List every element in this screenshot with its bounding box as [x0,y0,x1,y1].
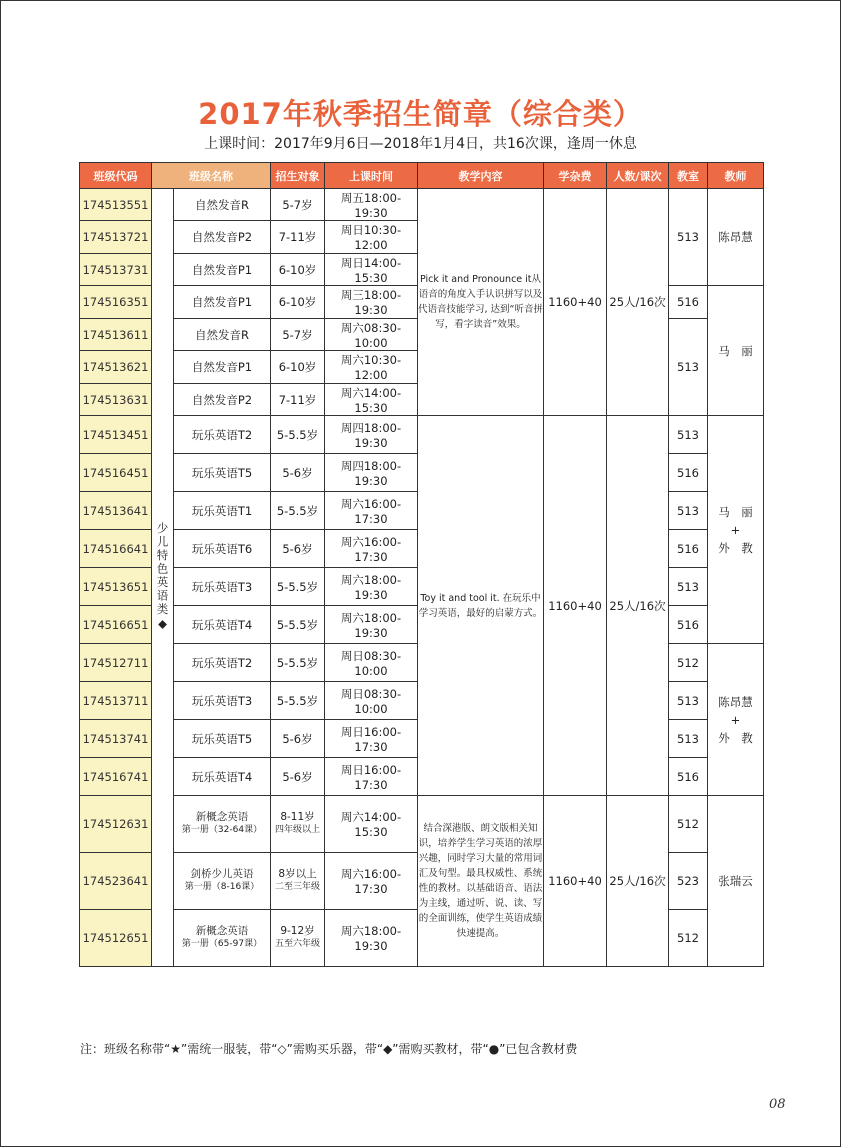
class-age: 5-6岁 [271,720,325,758]
teacher-foreign: 外 教 [718,540,753,555]
teacher: 马 丽 [708,286,764,416]
plus-sign: + [730,712,741,727]
class-code: 174512631 [80,796,152,853]
teacher: 陈昂慧 [708,189,764,286]
class-code: 174513551 [80,189,152,221]
class-age-sub: 二至三年级 [274,882,320,892]
class-name-sub: 第一册（32-64课） [181,825,263,835]
fee: 1160+40 [544,796,607,967]
page-title: 2017年秋季招生简章（综合类） [198,97,643,131]
class-name: 自然发音P1 [174,286,271,319]
class-age: 5-7岁 [271,319,325,351]
class-code: 174513621 [80,351,152,384]
class-age: 5-5.5岁 [271,568,325,606]
class-age-sub: 四年级以上 [274,825,320,835]
class-age: 5-5.5岁 [271,682,325,720]
footnote: 注：班级名称带“★”需统一服装，带“◇”需购买乐器，带“◆”需购买教材，带“●”已包含教材费 [80,1042,578,1056]
class-time: 周六14:00-15:30 [325,384,418,416]
class-code: 174513721 [80,221,152,254]
classroom: 513 [669,319,708,416]
teacher: 张瑞云 [708,796,764,967]
class-name: 玩乐英语T5 [174,720,271,758]
class-size: 25人/16次 [607,189,669,416]
class-age: 6-10岁 [271,286,325,319]
class-age-main: 8-11岁 [280,811,315,823]
class-age: 6-10岁 [271,351,325,384]
class-code: 174513611 [80,319,152,351]
class-name: 自然发音R [174,319,271,351]
class-time: 周六16:00-17:30 [325,530,418,568]
class-age: 5-6岁 [271,454,325,492]
class-name: 玩乐英语T6 [174,530,271,568]
class-code: 174513631 [80,384,152,416]
class-time: 周日16:00-17:30 [325,720,418,758]
class-time: 周六16:00-17:30 [325,853,418,910]
class-code: 174513451 [80,416,152,454]
class-age: 5-5.5岁 [271,492,325,530]
class-age [271,796,325,853]
class-code: 174516641 [80,530,152,568]
classroom: 516 [669,286,708,319]
classroom: 512 [669,910,708,967]
class-age: 5-6岁 [271,758,325,796]
class-time: 周日08:30-10:00 [325,644,418,682]
class-name [174,910,271,967]
class-age: 7-11岁 [271,384,325,416]
class-age: 5-5.5岁 [271,606,325,644]
class-age: 5-6岁 [271,530,325,568]
class-name: 玩乐英语T4 [174,758,271,796]
teaching-content: Pick it and Pronounce it从语音的角度入手认识拼写以及代语音技能学习, 达到“听音拼写，看字读音”效果。 [418,189,544,416]
class-name-main: 新概念英语 [195,811,249,823]
class-age-sub: 五至六年级 [274,939,320,949]
schedule-table [79,162,764,967]
class-code: 174516451 [80,454,152,492]
class-age: 5-7岁 [271,189,325,221]
class-code: 174512651 [80,910,152,967]
class-name-main: 新概念英语 [195,925,249,937]
class-time: 周六18:00-19:30 [325,606,418,644]
category-label: 少儿特色英语类◆ [152,189,174,967]
teacher-name: 马 丽 [718,504,753,519]
table-row [80,416,764,454]
teaching-content: Toy it and tool it. 在玩乐中学习英语，最好的启蒙方式。 [418,416,544,796]
header-content: 教学内容 [418,163,544,189]
class-time: 周六14:00-15:30 [325,796,418,853]
classroom: 516 [669,606,708,644]
teacher-combo [708,644,764,796]
class-time: 周六18:00-19:30 [325,568,418,606]
class-age-main: 9-12岁 [280,925,315,937]
header-size: 人数/课次 [607,163,669,189]
class-time: 周四18:00-19:30 [325,454,418,492]
classroom: 516 [669,758,708,796]
classroom: 513 [669,492,708,530]
class-time: 周日10:30-12:00 [325,221,418,254]
teacher-foreign: 外 教 [718,730,753,745]
class-time: 周日14:00-15:30 [325,254,418,286]
teaching-content: 结合深港版、朗文版相关知识，培养学生学习英语的浓厚兴趣，同时学习大量的常用词汇及句型。最具权威性、系统性的教材。以基础语音、语法为主线，通过听、说、读、写的全面训练，使学生英语成绩快速提高。 [418,796,544,967]
header-fee: 学杂费 [544,163,607,189]
class-size: 25人/16次 [607,796,669,967]
classroom: 512 [669,796,708,853]
class-name: 玩乐英语T5 [174,454,271,492]
class-code: 174516741 [80,758,152,796]
class-age-main: 8岁以上 [278,868,317,880]
class-name: 玩乐英语T3 [174,682,271,720]
class-name: 玩乐英语T4 [174,606,271,644]
classroom: 513 [669,189,708,286]
classroom: 512 [669,644,708,682]
header-row [80,163,764,189]
class-age: 6-10岁 [271,254,325,286]
table-row [80,189,764,221]
classroom: 516 [669,530,708,568]
classroom: 523 [669,853,708,910]
class-code: 174513711 [80,682,152,720]
class-name: 自然发音P1 [174,254,271,286]
class-size: 25人/16次 [607,416,669,796]
class-code: 174516351 [80,286,152,319]
class-name-sub: 第一册（65-97课） [181,939,263,949]
class-time: 周日08:30-10:00 [325,682,418,720]
page-number: 08 [769,1097,786,1112]
class-time: 周五18:00-19:30 [325,189,418,221]
classroom: 513 [669,720,708,758]
header-teacher: 教师 [708,163,764,189]
class-time: 周六18:00-19:30 [325,910,418,967]
class-time: 周六08:30-10:00 [325,319,418,351]
class-name: 自然发音P2 [174,384,271,416]
class-time: 周三18:00-19:30 [325,286,418,319]
classroom: 513 [669,416,708,454]
class-name: 自然发音P2 [174,221,271,254]
class-name: 玩乐英语T2 [174,644,271,682]
plus-sign: + [730,522,741,537]
header-name: 班级名称 [152,163,271,189]
class-name: 自然发音P1 [174,351,271,384]
class-time: 周四18:00-19:30 [325,416,418,454]
header-time: 上课时间 [325,163,418,189]
classroom: 513 [669,568,708,606]
class-code: 174512711 [80,644,152,682]
class-code: 174513651 [80,568,152,606]
teacher-name: 陈昂慧 [718,694,753,709]
class-time: 周六10:30-12:00 [325,351,418,384]
header-code: 班级代码 [80,163,152,189]
class-age: 5-5.5岁 [271,644,325,682]
class-age [271,853,325,910]
page-subtitle: 上课时间：2017年9月6日—2018年1月4日，共16次课，逢周一休息 [204,136,637,152]
header-age: 招生对象 [271,163,325,189]
teacher-combo [708,416,764,644]
class-name [174,796,271,853]
classroom: 513 [669,682,708,720]
class-age: 5-5.5岁 [271,416,325,454]
fee: 1160+40 [544,416,607,796]
class-time: 周日16:00-17:30 [325,758,418,796]
class-time: 周六16:00-17:30 [325,492,418,530]
class-name-main: 剑桥少儿英语 [190,868,254,880]
class-code: 174513731 [80,254,152,286]
class-name: 自然发音R [174,189,271,221]
class-code: 174513741 [80,720,152,758]
class-code: 174516651 [80,606,152,644]
class-name: 玩乐英语T1 [174,492,271,530]
classroom: 516 [669,454,708,492]
header-room: 教室 [669,163,708,189]
class-code: 174523641 [80,853,152,910]
class-name: 玩乐英语T2 [174,416,271,454]
class-age: 7-11岁 [271,221,325,254]
class-code: 174513641 [80,492,152,530]
fee: 1160+40 [544,189,607,416]
class-name [174,853,271,910]
class-name: 玩乐英语T3 [174,568,271,606]
class-age [271,910,325,967]
table-row [80,796,764,853]
class-name-sub: 第一册（8-16课） [184,882,260,892]
